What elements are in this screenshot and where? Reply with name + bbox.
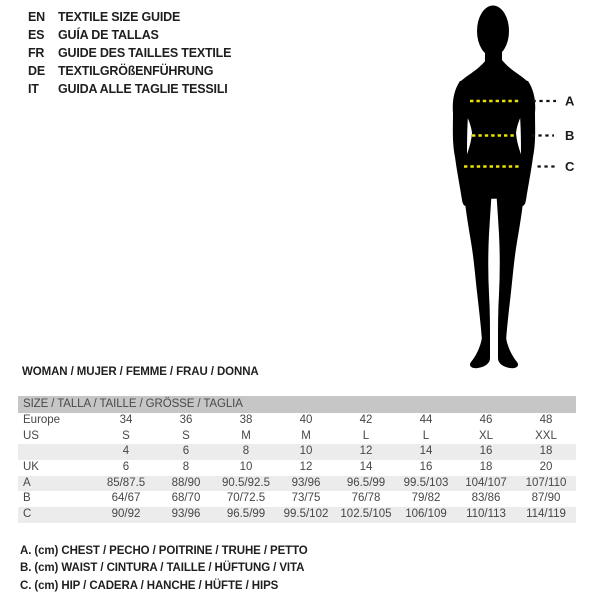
size-cell: S <box>182 429 190 442</box>
size-cell: 4 <box>122 445 130 458</box>
table-row-uk <box>18 460 576 476</box>
size-cell: 102.5/105 <box>340 508 392 521</box>
table-row-a <box>18 476 576 492</box>
row-label <box>18 444 96 460</box>
size-cell: 104/107 <box>465 476 507 489</box>
size-cell: 90.5/92.5 <box>222 476 270 489</box>
size-cell: L <box>422 429 430 442</box>
size-cell: 70/72.5 <box>226 492 266 505</box>
table-row-c <box>18 507 576 523</box>
language-code: FR <box>28 46 45 60</box>
table-row <box>18 444 576 460</box>
language-row-es <box>28 26 231 44</box>
size-cell: 18 <box>479 461 493 474</box>
size-cell: 85/87.5 <box>106 476 146 489</box>
size-cell: 106/109 <box>405 508 447 521</box>
row-label: Europe <box>23 414 61 426</box>
size-cell: 10 <box>239 461 253 474</box>
size-cell: 90/92 <box>111 508 141 521</box>
row-label: A <box>23 476 31 489</box>
size-table-body <box>18 413 576 523</box>
size-cell: 44 <box>419 414 433 426</box>
row-label: UK <box>23 461 39 474</box>
section-title: WOMAN / MUJER / FEMME / FRAU / DONNA <box>22 366 259 378</box>
size-cell: 64/67 <box>111 492 141 505</box>
size-cell: 14 <box>419 445 433 458</box>
size-cell: 34 <box>119 414 133 426</box>
language-row-fr <box>28 44 231 62</box>
language-guide-title: GUIDE DES TAILLES TEXTILE <box>58 46 232 60</box>
size-cell: 48 <box>539 414 553 426</box>
language-row-it <box>28 80 231 98</box>
table-row-europe <box>18 413 576 429</box>
size-table-header: SIZE / TALLA / TAILLE / GRÖSSE / TAGLIA <box>18 396 576 413</box>
size-cell: 76/78 <box>351 492 381 505</box>
table-row-us <box>18 429 576 445</box>
language-row-de <box>28 62 231 80</box>
measurement-legend <box>20 543 308 595</box>
language-guide-title: TEXTILE SIZE GUIDE <box>58 10 181 24</box>
language-guide-title: GUIDA ALLE TAGLIE TESSILI <box>58 82 228 96</box>
size-cell: 79/82 <box>411 492 441 505</box>
size-cell: XL <box>478 429 494 442</box>
legend-line: C. (cm) HIP / CADERA / HANCHE / HÜFTE / HIPS <box>20 579 279 592</box>
language-code: DE <box>28 64 45 78</box>
size-cell: 20 <box>539 461 553 474</box>
waist-label: B <box>565 128 575 143</box>
size-cell: 107/110 <box>525 476 567 489</box>
size-cell: S <box>122 429 130 442</box>
size-cell: 8 <box>182 461 190 474</box>
size-cell: 6 <box>182 445 190 458</box>
size-cell: 99.5/103 <box>403 476 449 489</box>
hip-label: C <box>565 159 575 174</box>
size-cell: XXL <box>535 429 557 442</box>
size-cell: 14 <box>359 461 373 474</box>
size-cell: 96.5/99 <box>226 508 266 521</box>
language-title-list <box>28 8 231 98</box>
size-cell: 12 <box>299 461 313 474</box>
size-cell: 96.5/99 <box>346 476 386 489</box>
size-cell: 83/86 <box>471 492 501 505</box>
size-cell: 8 <box>242 445 250 458</box>
language-row-en <box>28 8 231 26</box>
row-label: C <box>23 508 32 521</box>
size-cell: L <box>362 429 370 442</box>
body-measurement-diagram <box>420 0 600 380</box>
size-cell: 110/113 <box>466 508 506 521</box>
language-code: ES <box>28 28 45 42</box>
legend-line: B. (cm) WAIST / CINTURA / TAILLE / HÜFTUNG / VITA <box>20 562 305 575</box>
legend-line: A. (cm) CHEST / PECHO / POITRINE / TRUHE / PETTO <box>20 545 308 557</box>
size-cell: 114/119 <box>526 508 566 521</box>
size-cell: 36 <box>179 414 193 426</box>
size-cell: 93/96 <box>171 508 201 521</box>
row-label: B <box>23 492 31 505</box>
language-guide-title: TEXTILGRÖßENFÜHRUNG <box>58 64 214 78</box>
language-code: EN <box>28 10 45 24</box>
row-label: US <box>23 429 39 442</box>
size-cell: M <box>301 429 311 442</box>
language-guide-title: GUÍA DE TALLAS <box>58 28 159 42</box>
chest-label: A <box>565 93 575 109</box>
size-cell: 87/90 <box>531 492 561 505</box>
size-cell: M <box>241 429 251 442</box>
size-cell: 93/96 <box>291 476 321 489</box>
language-code: IT <box>28 82 39 96</box>
size-cell: 68/70 <box>171 492 201 505</box>
size-cell: 18 <box>539 445 553 458</box>
size-cell: 16 <box>479 445 493 458</box>
table-row-b <box>18 491 576 507</box>
size-cell: 16 <box>419 461 433 474</box>
size-cell: 42 <box>359 414 373 426</box>
size-cell: 38 <box>239 414 253 426</box>
size-cell: 40 <box>299 414 313 426</box>
woman-silhouette-svg <box>420 0 600 380</box>
size-cell: 73/75 <box>291 492 321 505</box>
measurement-labels <box>565 94 575 175</box>
size-cell: 88/90 <box>171 476 201 489</box>
size-cell: 12 <box>359 445 373 458</box>
size-table <box>18 396 576 523</box>
woman-silhouette <box>453 6 535 369</box>
size-cell: 10 <box>299 445 313 458</box>
size-cell: 99.5/102 <box>283 508 329 521</box>
size-cell: 6 <box>122 461 130 474</box>
size-cell: 46 <box>479 414 493 426</box>
